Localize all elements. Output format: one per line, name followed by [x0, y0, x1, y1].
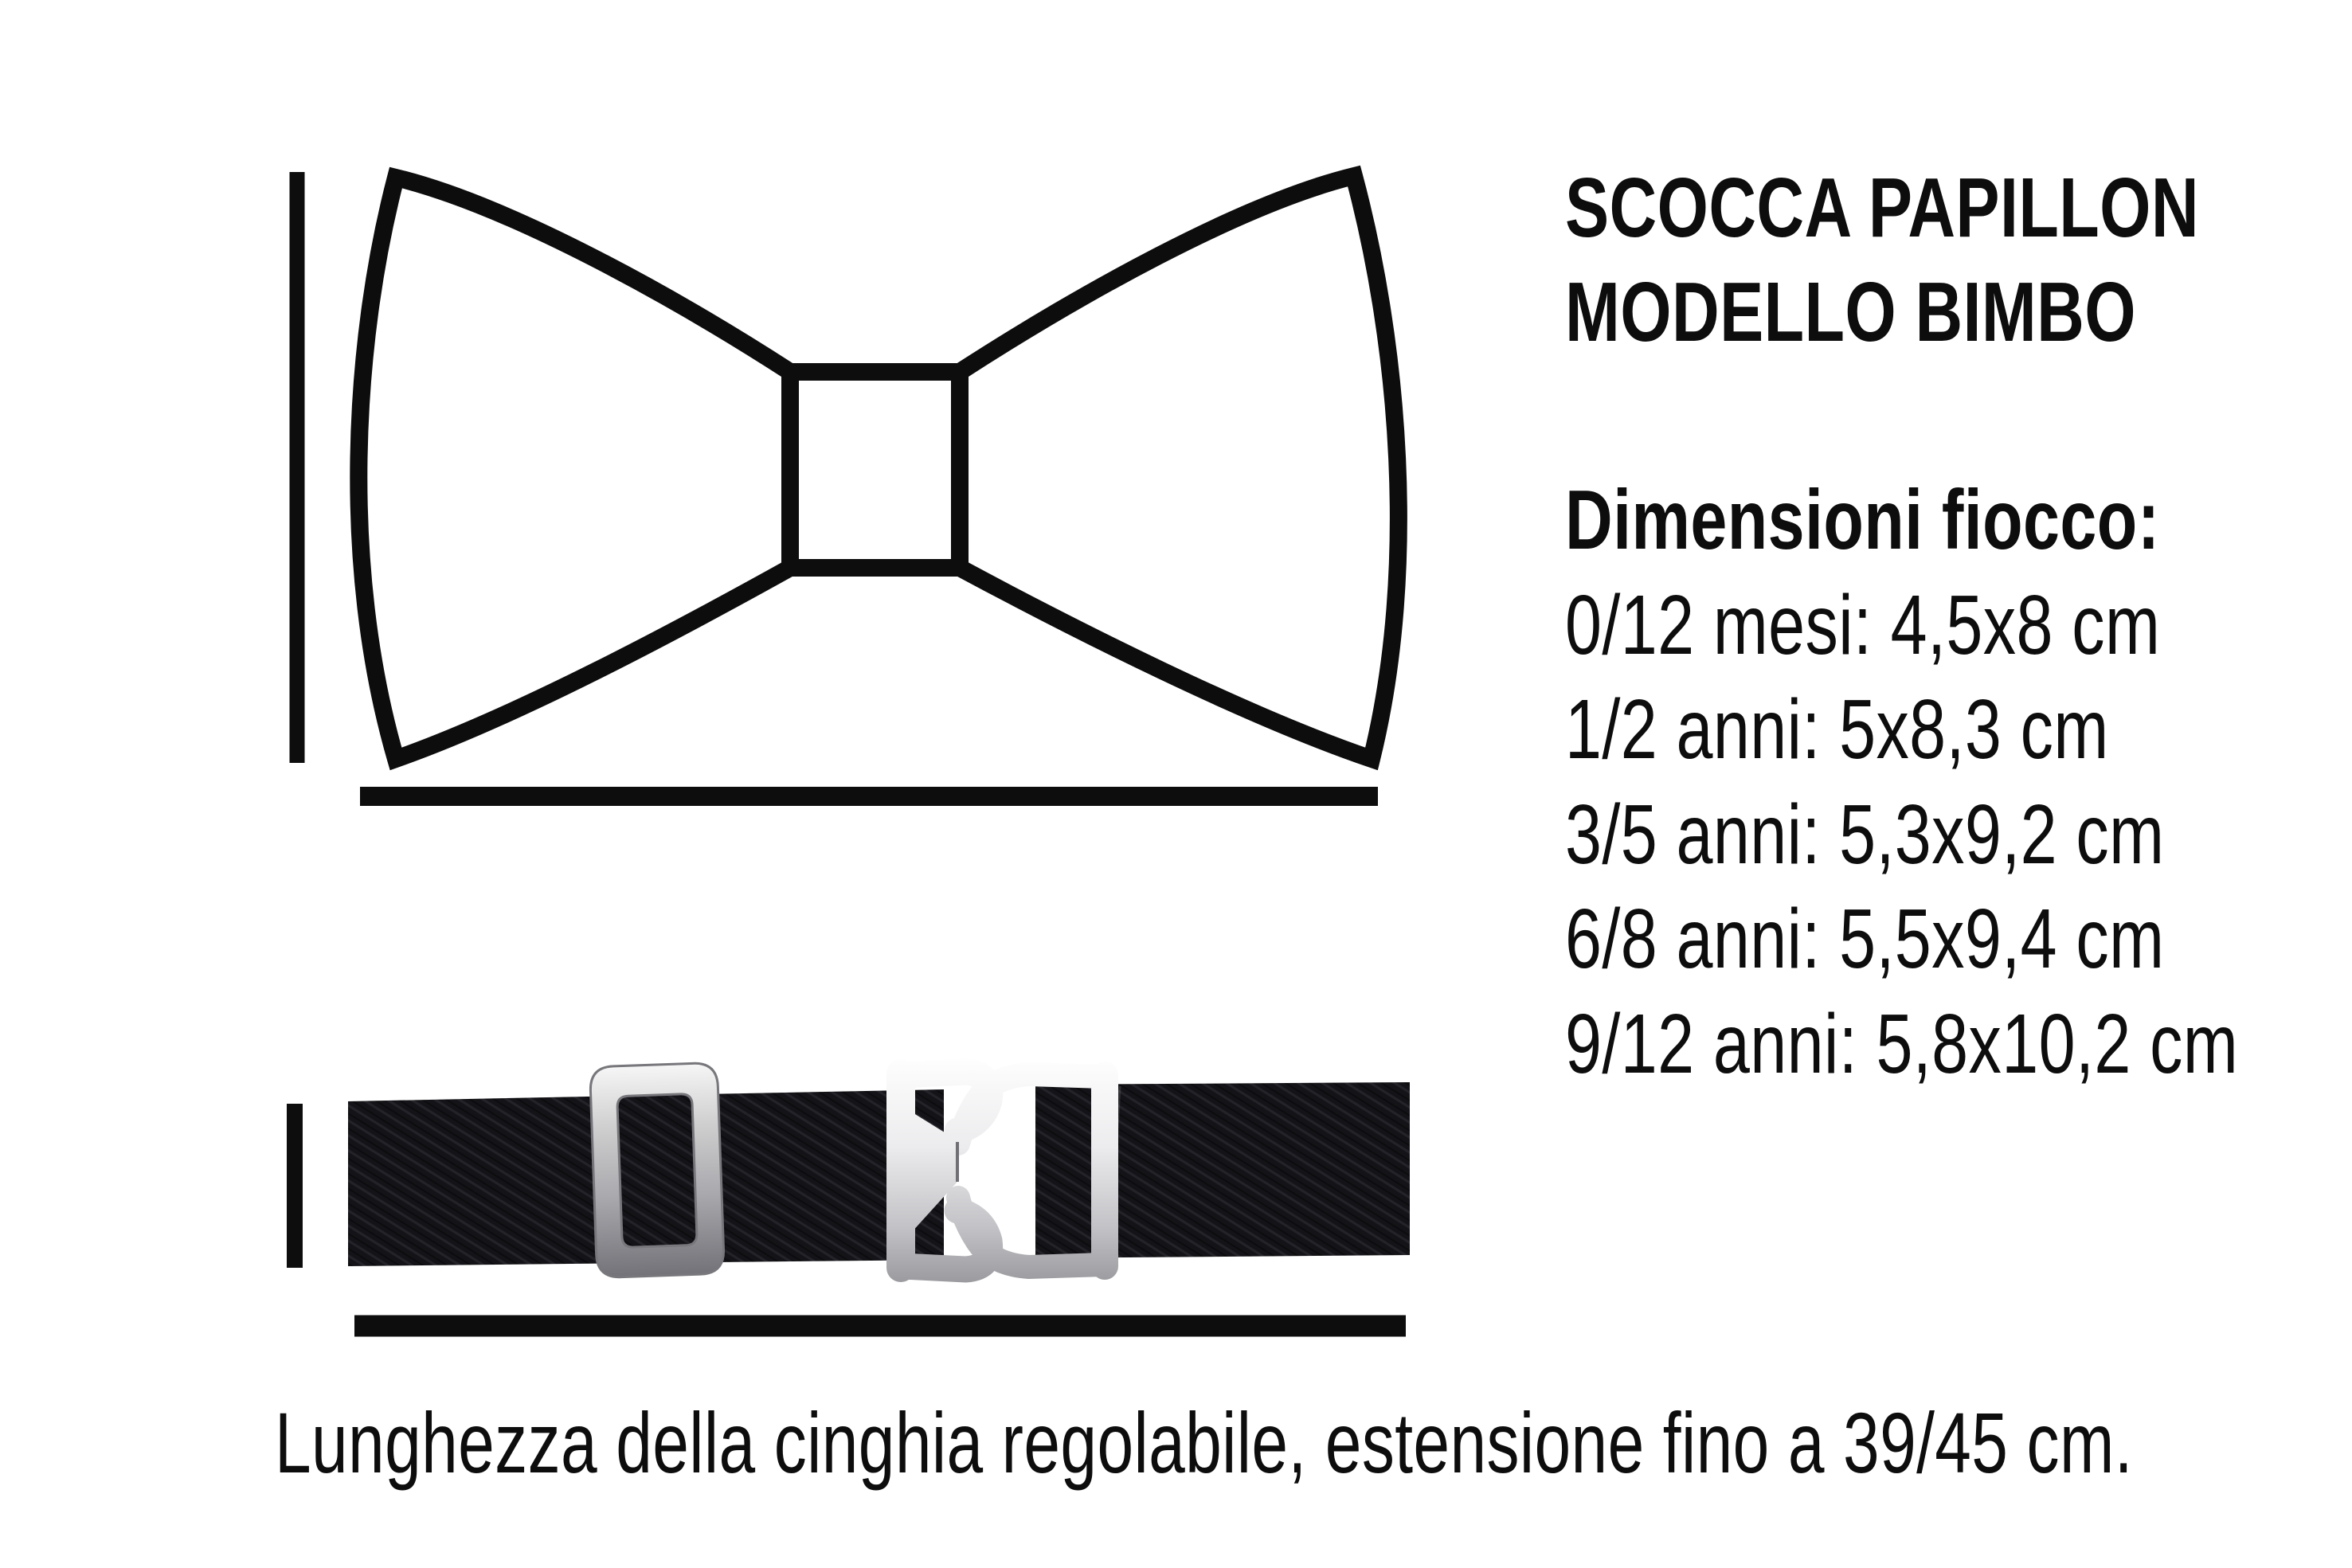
product-title-line1: SCOCCA PAPILLON — [1565, 161, 2199, 255]
size-list — [1565, 468, 2238, 1097]
bow-right-wing-outline — [960, 176, 1399, 759]
strap-photo — [295, 1062, 1410, 1326]
size-list-item: 1/2 anni: 5x8,3 cm — [1565, 682, 2109, 776]
strap-band-left — [348, 1089, 944, 1266]
size-list-item: 9/12 anni: 5,8x10,2 cm — [1565, 996, 2239, 1091]
size-list-item: 3/5 anni: 5,3x9,2 cm — [1565, 787, 2165, 882]
bow-center-knot — [790, 372, 960, 568]
product-title — [1565, 156, 2199, 365]
bow-left-wing-outline — [358, 178, 790, 759]
size-list-heading: Dimensioni fiocco: — [1565, 473, 2160, 567]
size-list-item: 6/8 anni: 5,5x9,4 cm — [1565, 892, 2165, 986]
size-list-item: 0/12 mesi: 4,5x8 cm — [1565, 577, 2161, 672]
strap-length-caption: Lunghezza della cinghia regolabile, estensione fino a 39/45 cm. — [275, 1394, 2133, 1491]
bowtie-outline-drawing — [297, 172, 1399, 796]
product-title-line2: MODELLO BIMBO — [1565, 265, 2136, 359]
